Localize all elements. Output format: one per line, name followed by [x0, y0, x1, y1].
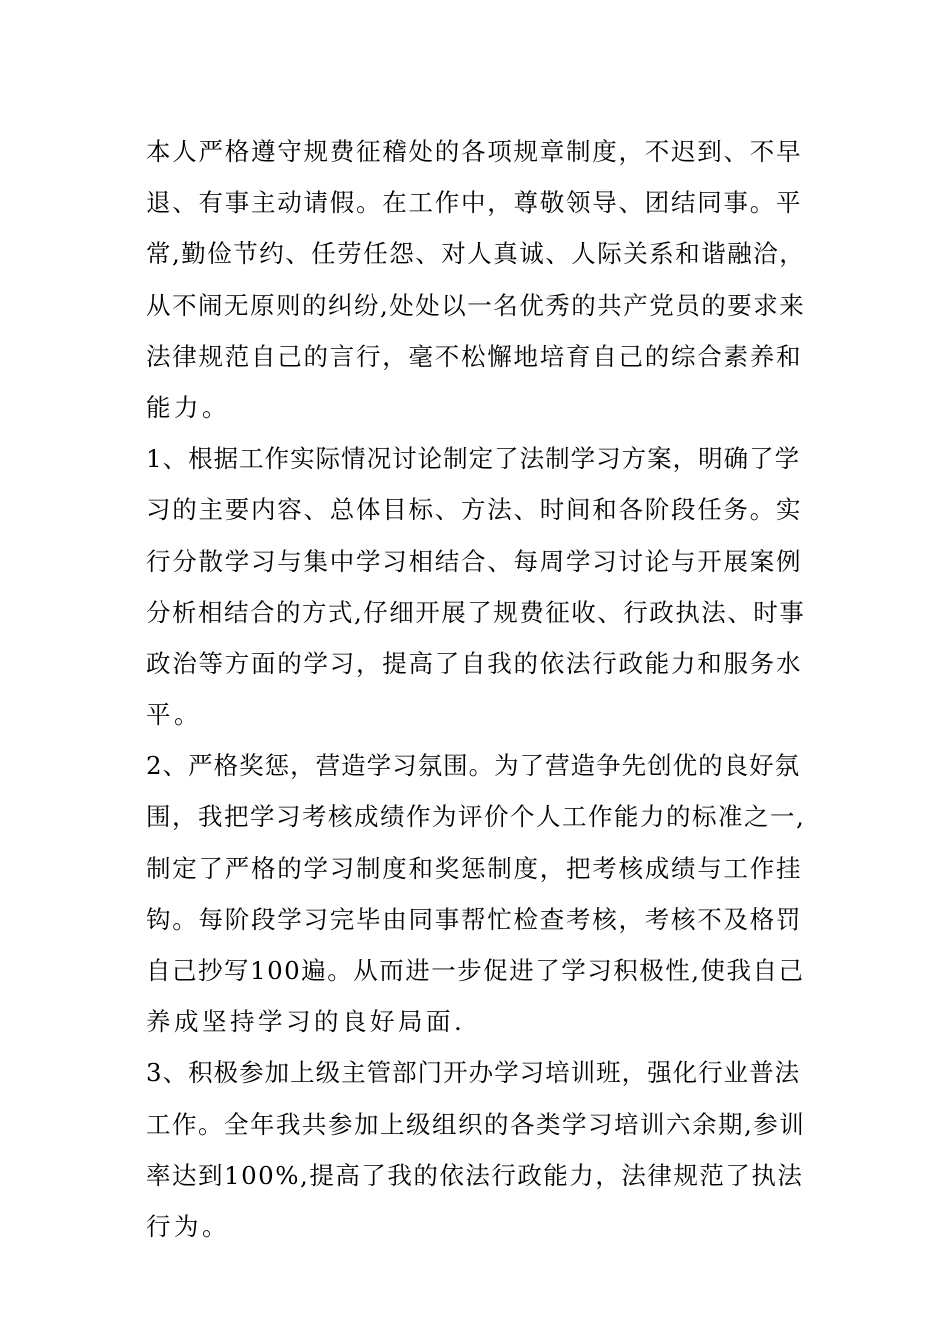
- text-line-12: 平。: [146, 700, 202, 730]
- text-line-17: 自己抄写100遍。从而进一步促进了学习积极性,使我自己: [146, 956, 805, 985]
- text-line-1: 本人严格遵守规费征稽处的各项规章制度，不迟到、不早: [146, 137, 803, 166]
- text-line-11: 政治等方面的学习，提高了自我的依法行政能力和服务水: [146, 648, 803, 678]
- text-line-13: 2、严格奖惩，营造学习氛围。为了营造争先创优的良好氛: [146, 751, 801, 781]
- text-line-7: 1、根据工作实际情况讨论制定了法制学习方案，明确了学: [146, 444, 801, 474]
- text-line-14: 围，我把学习考核成绩作为评价个人工作能力的标准之一,: [146, 802, 806, 832]
- text-line-9: 行分散学习与集中学习相结合、每周学习讨论与开展案例: [146, 546, 803, 576]
- text-line-18: 养成坚持学习的良好局面.: [146, 1007, 466, 1037]
- text-line-5: 法律规范自己的言行，毫不松懈地培育自己的综合素养和: [146, 341, 803, 371]
- text-line-4: 从不闹无原则的纠纷,处处以一名优秀的共产党员的要求来: [146, 290, 806, 320]
- text-line-6: 能力。: [146, 392, 230, 422]
- text-line-15: 制定了严格的学习制度和奖惩制度，把考核成绩与工作挂: [146, 853, 803, 883]
- text-line-21: 率达到100%,提高了我的依法行政能力，法律规范了执法: [146, 1160, 804, 1190]
- text-line-2: 退、有事主动请假。在工作中，尊敬领导、团结同事。平: [146, 188, 803, 218]
- text-line-3: 常,勤俭节约、任劳任怨、对人真诚、人际关系和谐融洽，: [146, 239, 806, 269]
- text-line-16: 钩。每阶段学习完毕由同事帮忙检查考核，考核不及格罚: [146, 904, 803, 934]
- text-line-8: 习的主要内容、总体目标、方法、时间和各阶段任务。实: [146, 495, 803, 525]
- text-line-22: 行为。: [146, 1211, 230, 1241]
- document-body: [146, 126, 806, 1252]
- text-line-19: 3、积极参加上级主管部门开办学习培训班，强化行业普法: [146, 1058, 801, 1088]
- text-line-10: 分析相结合的方式,仔细开展了规费征收、行政执法、时事: [146, 597, 806, 627]
- text-line-20: 工作。全年我共参加上级组织的各类学习培训六余期,参训: [146, 1109, 806, 1139]
